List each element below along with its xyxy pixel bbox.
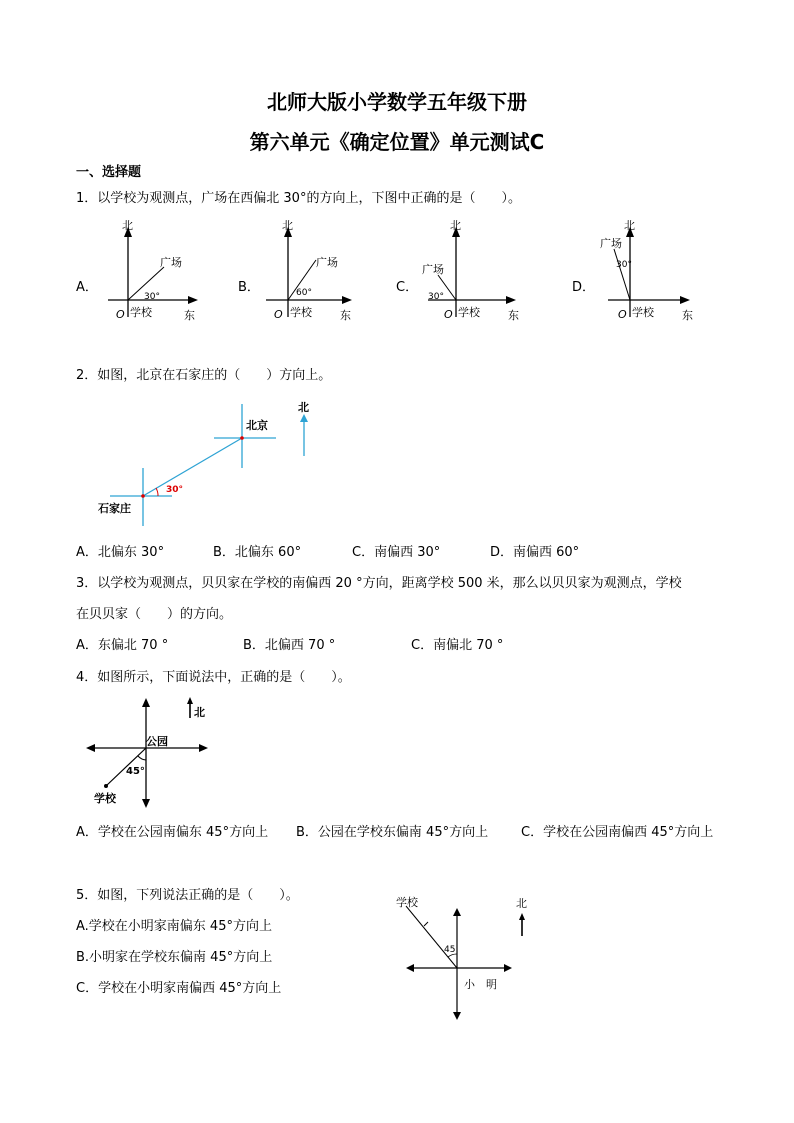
north-label: 北: [282, 219, 293, 232]
q3-option-a: A．东偏北 70 °: [76, 638, 169, 653]
question-2-stem: 2．如图，北京在石家庄的（ ）方向上。: [76, 368, 332, 383]
angle-label: 60°: [296, 288, 312, 298]
north-label: 北: [194, 706, 205, 719]
school-label: 学校: [458, 306, 480, 319]
school-label: 学校: [94, 792, 116, 805]
east-label: 东: [184, 309, 195, 322]
q4-option-c: C．学校在公园南偏西 45°方向上: [521, 825, 714, 840]
square-label: 广场: [422, 263, 444, 276]
question-1-stem: 1．以学校为观测点，广场在西偏北 30°的方向上，下图中正确的是（ ）。: [76, 191, 521, 206]
q5-option-b: B.小明家在学校东偏南 45°方向上: [76, 950, 273, 965]
q2-option-b: B．北偏东 60°: [213, 545, 302, 560]
north-label: 北: [298, 401, 309, 414]
east-label: 东: [508, 309, 519, 322]
angle-label: 30°: [428, 292, 444, 302]
q3-option-b: B．北偏西 70 °: [243, 638, 336, 653]
q4-option-a: A．学校在公园南偏东 45°方向上: [76, 825, 269, 840]
angle-label: 45: [444, 945, 456, 955]
q1-diagram-a: [100, 215, 210, 325]
school-label: 学校: [290, 306, 312, 319]
question-3-stem-line-2: 在贝贝家（ ）的方向。: [76, 607, 233, 622]
q2-option-c: C．南偏西 30°: [352, 545, 441, 560]
section-heading: 一、选择题: [76, 165, 142, 180]
page-subtitle: 第六单元《确定位置》单元测试C: [249, 130, 545, 154]
page-title: 北师大版小学数学五年级下册: [267, 90, 527, 114]
q2-diagram: [96, 396, 326, 528]
angle-label: 30°: [616, 260, 632, 270]
q1-option-d-label: D．: [572, 280, 596, 295]
north-label: 北: [122, 219, 133, 232]
q1-option-a-label: A．: [76, 280, 98, 295]
school-label: 学校: [130, 306, 152, 319]
q4-option-b: B．公园在学校东偏南 45°方向上: [296, 825, 489, 840]
q1-diagram-c: [416, 215, 526, 325]
origin-label: O: [274, 308, 283, 321]
school-label: 学校: [632, 306, 654, 319]
question-5-stem: 5．如图，下列说法正确的是（ ）。: [76, 888, 299, 903]
q4-diagram: [84, 694, 214, 808]
angle-label: 30°: [166, 485, 184, 495]
origin-label: O: [618, 308, 627, 321]
beijing-label: 北京: [246, 419, 268, 432]
north-label: 北: [624, 219, 635, 232]
origin-label: O: [116, 308, 125, 321]
q1-option-b-label: B．: [238, 280, 260, 295]
school-label: 学校: [396, 896, 418, 909]
xiaoming-label: 小 明: [464, 978, 497, 991]
east-label: 东: [682, 309, 693, 322]
q1-option-c-label: C．: [396, 280, 419, 295]
q5-option-c: C．学校在小明家南偏西 45°方向上: [76, 981, 282, 996]
square-label: 广场: [316, 256, 338, 269]
angle-label: 30°: [144, 292, 160, 302]
q3-option-c: C．南偏北 70 °: [411, 638, 504, 653]
q1-diagram-d: [596, 215, 706, 325]
angle-label: 45°: [126, 766, 145, 777]
q5-option-a: A.学校在小明家南偏东 45°方向上: [76, 919, 272, 934]
park-label: 公园: [146, 735, 168, 748]
origin-label: O: [444, 308, 453, 321]
shijiazhuang-label: 石家庄: [98, 502, 131, 515]
north-label: 北: [450, 219, 461, 232]
q2-option-d: D．南偏西 60°: [490, 545, 580, 560]
square-label: 广场: [160, 256, 182, 269]
north-label: 北: [516, 897, 527, 910]
question-4-stem: 4．如图所示，下面说法中，正确的是（ ）。: [76, 670, 351, 685]
q1-diagram-b: [262, 215, 372, 325]
square-label: 广场: [600, 237, 622, 250]
east-label: 东: [340, 309, 351, 322]
q2-option-a: A．北偏东 30°: [76, 545, 165, 560]
q5-diagram: [392, 888, 548, 1022]
question-3-stem-line-1: 3．以学校为观测点，贝贝家在学校的南偏西 20 °方向，距离学校 500 米，那么以贝贝家为观测点，学校: [76, 576, 682, 591]
